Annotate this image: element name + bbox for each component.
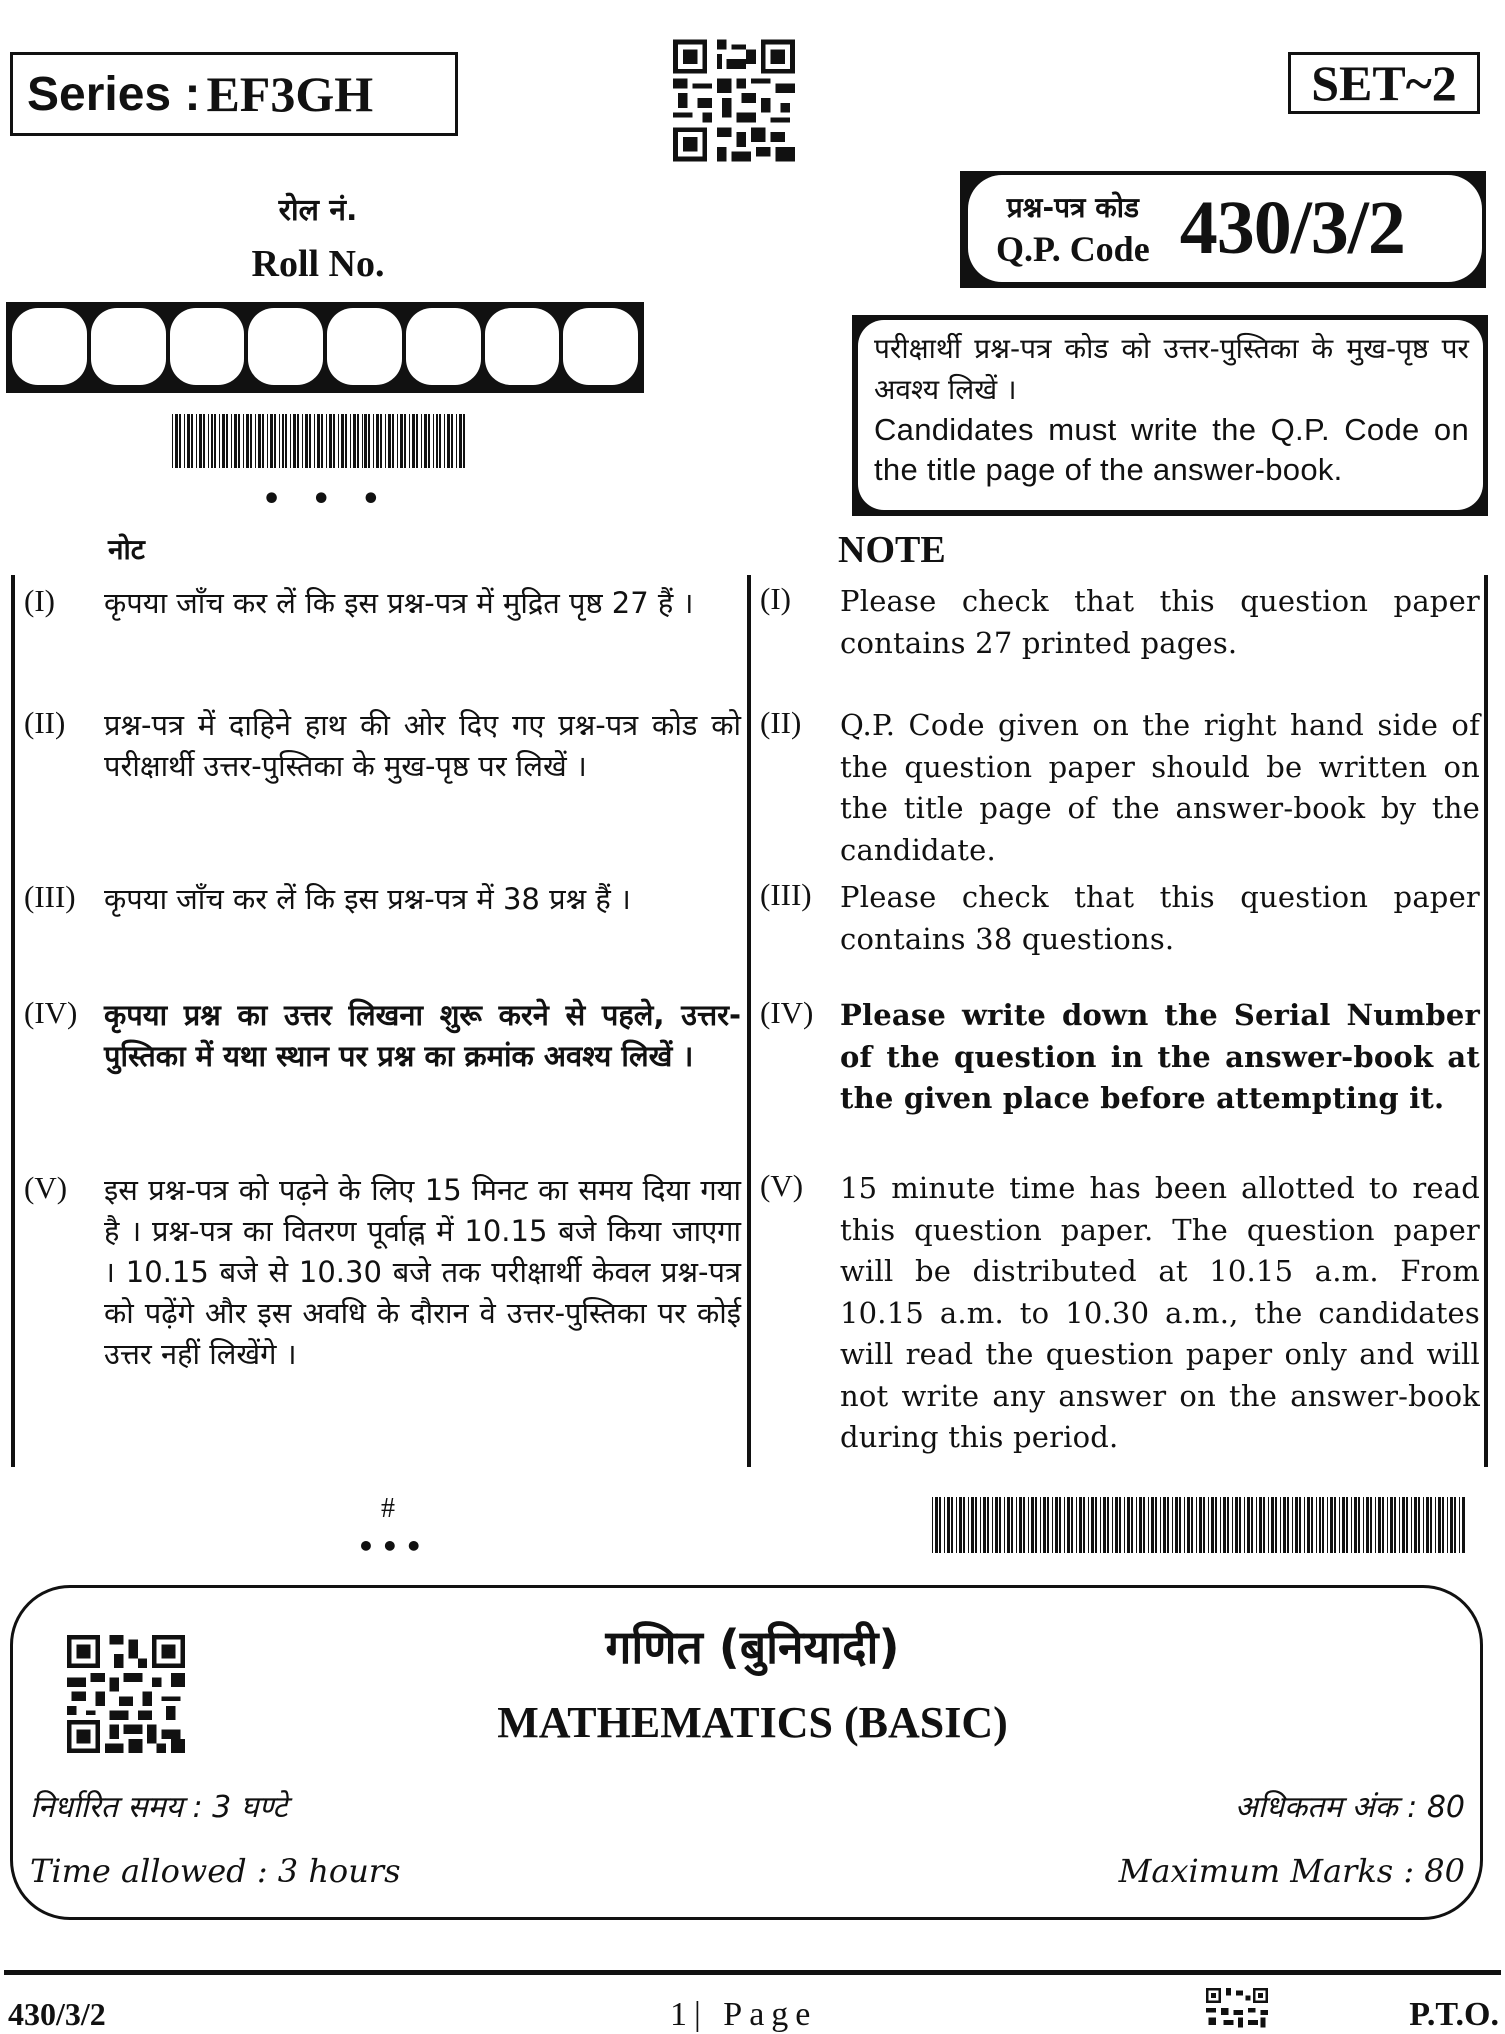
barcode-icon [172,414,468,468]
maximum-marks-hindi: अधिकतम अंक : 80 [1234,1790,1465,1825]
roll-number-label: Roll No. [251,243,385,285]
footer-divider [4,1970,1501,1975]
roll-digit-box[interactable] [327,308,402,385]
note-number: (IV) [760,995,814,1030]
note-text: कृपया प्रश्न का उत्तर लिखना शुरू करने से पहले, उत्तर-पुस्तिका में यथा स्थान पर प्रश्न का क्रमांक अवश्य लिखें । [104,998,741,1073]
note-number: (I) [760,581,791,616]
series-value: EF3GH [206,66,374,122]
note-number: (V) [24,1170,68,1205]
barcode-icon [932,1497,1466,1553]
maximum-marks: Maximum Marks : 80 [1118,1852,1465,1890]
note-text: 15 minute time has been allotted to read this question paper. The question paper will be distributed at 10.15 a.m. From 10.15 a.m. to 10.30 a.m., the candidates will read the question paper only and will not write any answer on the answer-book during this period. [840,1171,1480,1454]
note-item-hindi [16,583,741,624]
notice-text: Candidates must write the Q.P. Code on the title page of the answer-book. [874,412,1469,487]
roll-digit-box[interactable] [248,308,323,385]
roll-digit-box[interactable] [485,308,560,385]
footer-qp-code: 430/3/2 [8,1996,106,2032]
roll-number-boxes [6,302,644,393]
note-text: कृपया जाँच कर लें कि इस प्रश्न-पत्र में 38 प्रश्न हैं । [104,882,631,916]
note-number: (II) [760,705,802,740]
column-divider-middle [747,575,751,1467]
subject-title-hindi: गणित (बुनियादी) [605,1620,900,1674]
subject-title: MATHEMATICS (BASIC) [497,1698,1008,1747]
note-number: (III) [24,879,76,914]
dots-separator: • • • [262,482,391,517]
note-item-english [752,995,1480,1120]
roll-digit-box[interactable] [406,308,481,385]
time-allowed: Time allowed : 3 hours [30,1852,401,1890]
note-number: (I) [24,583,55,618]
roll-digit-box[interactable] [12,308,87,385]
qp-code-label-hindi: प्रश्न-पत्र कोड [1006,190,1139,224]
qr-code-icon [673,39,795,162]
note-text: Please check that this question paper contains 38 questions. [840,880,1480,956]
note-heading: NOTE [838,529,946,571]
note-item-english [752,705,1480,871]
roll-number-label-hindi: रोल नं. [278,193,358,228]
qp-code-box [960,171,1486,288]
column-divider-right [1484,575,1488,1467]
series-box [10,52,458,136]
note-number: (II) [24,705,66,740]
note-text: कृपया जाँच कर लें कि इस प्रश्न-पत्र में मुद्रित पृष्ठ 27 हैं । [104,586,694,620]
note-number: (V) [760,1168,804,1203]
please-turn-over: P.T.O. [1409,1996,1499,2033]
series-label: Series : [27,67,201,121]
qr-code-icon [1205,1988,1269,2030]
notice-text-hindi: परीक्षार्थी प्रश्न-पत्र कोड को उत्तर-पुस्तिका के मुख-पृष्ठ पर अवश्य लिखें । [874,332,1469,406]
set-badge: SET~2 [1288,52,1480,114]
note-item-hindi [16,1170,741,1375]
note-number: (III) [760,877,812,912]
qp-code-label: Q.P. Code [996,228,1150,269]
note-item-english [752,581,1480,664]
qp-code-notice [852,315,1488,516]
note-heading-hindi: नोट [108,533,145,566]
note-text: प्रश्न-पत्र में दाहिने हाथ की ओर दिए गए प्रश्न-पत्र कोड को परीक्षार्थी उत्तर-पुस्तिका के मुख-पृष्ठ पर लिखें । [104,708,741,783]
note-text: Please write down the Serial Number of the question in the answer-book at the given place before attempting it. [840,998,1480,1115]
column-divider-left [11,575,15,1467]
hash-mark: # [381,1493,395,1524]
note-text: Q.P. Code given on the right hand side of the question paper should be written on the title page of the answer-book by the candidate. [840,708,1480,867]
dots-separator: ••• [357,1530,429,1563]
note-item-hindi [16,995,741,1077]
note-item-hindi [16,879,741,920]
note-text: इस प्रश्न-पत्र को पढ़ने के लिए 15 मिनट का समय दिया गया है । प्रश्न-पत्र का वितरण पूर्वाह्न में 10.15 बजे किया जाएगा । 10.15 बजे से 10.30 बजे तक परीक्षार्थी केवल प्रश्न-पत्र को पढ़ेंगे और इस अवधि के दौरान वे उत्तर-पुस्तिका पर कोई उत्तर नहीं लिखेंगे । [104,1173,741,1371]
note-text: Please check that this question paper contains 27 printed pages. [840,584,1480,660]
roll-digit-box[interactable] [91,308,166,385]
note-item-hindi [16,705,741,787]
note-number: (IV) [24,995,78,1030]
note-item-english [752,877,1480,960]
roll-digit-box[interactable] [563,308,638,385]
time-allowed-hindi: निर्धारित समय : 3 घण्टे [30,1790,288,1825]
page-number: 1| Page [670,1996,818,2033]
note-item-english [752,1168,1480,1459]
roll-digit-box[interactable] [170,308,245,385]
qp-code-value: 430/3/2 [1179,186,1405,270]
